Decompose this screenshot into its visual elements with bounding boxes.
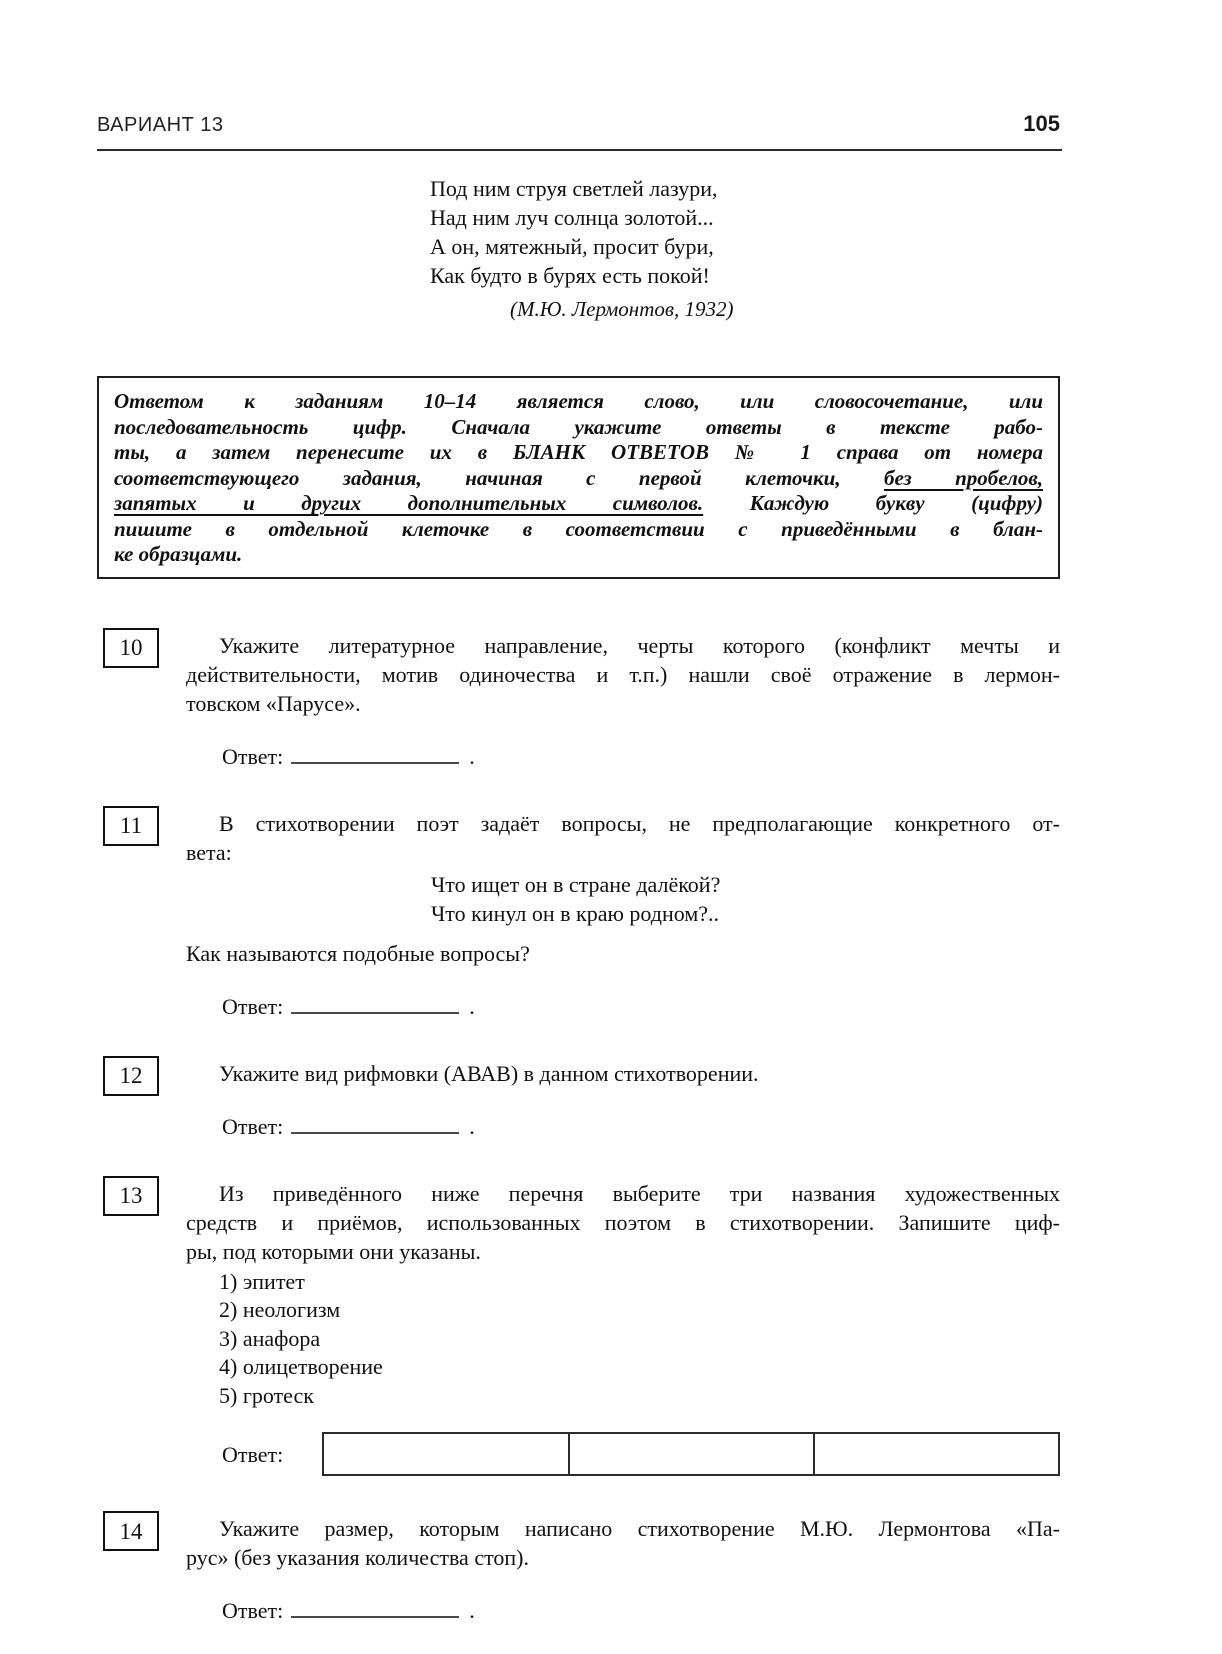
quote-line: Что ищет он в стране далёкой?	[431, 871, 721, 897]
poem-line: Как будто в бурях есть покой!	[430, 263, 710, 288]
rubric-line	[114, 440, 1043, 466]
text-segment: соответствующего задания, начиная с первой клеточки,	[114, 465, 884, 490]
question-13-number-box	[103, 1176, 159, 1216]
text-line: ры, под которыми они указаны.	[186, 1238, 481, 1264]
question-13-answer	[186, 1432, 1060, 1476]
poem-line: А он, мятежный, просит бури,	[430, 234, 714, 259]
answer-label: Ответ:	[222, 1441, 284, 1467]
question-11-answer	[186, 992, 1060, 1021]
question-number: 13	[119, 1183, 143, 1208]
text-line: вета:	[186, 839, 232, 865]
question-13-body	[186, 1179, 1060, 1477]
poem-attribution: (М.Ю. Лермонтов, 1932)	[510, 297, 734, 321]
answer-table	[322, 1432, 1060, 1476]
question-11-body	[186, 809, 1060, 1021]
header-rule	[97, 149, 1062, 151]
answer-blank-line	[291, 1600, 459, 1618]
question-12-text	[186, 1059, 1060, 1088]
underlined-text: запятых и других дополнительных символов.	[114, 491, 704, 515]
question-12-answer	[186, 1112, 1060, 1141]
answer-period: .	[469, 993, 475, 1019]
question-10-number-box	[103, 628, 159, 668]
text-line: Укажите размер, которым написано стихотворение М.Ю. Лермонтова «Па-	[219, 1516, 1060, 1541]
rubric-line	[114, 517, 1043, 543]
option-item: 3) анафора	[219, 1325, 321, 1351]
question-14-body	[186, 1514, 1060, 1625]
poem-line: Над ним луч солнца золотой...	[430, 205, 714, 230]
question-10-answer	[186, 742, 1060, 771]
option-item: 5) гротеск	[219, 1382, 314, 1408]
text-line: рус» (без указания количества стоп).	[186, 1545, 530, 1570]
question-10-body	[186, 631, 1060, 771]
question-11-text	[186, 809, 1060, 867]
answer-cell	[813, 1434, 1058, 1474]
rubric-line	[114, 542, 1043, 568]
question-12-number-box	[103, 1056, 159, 1096]
answer-cell	[568, 1434, 813, 1474]
question-13-options	[186, 1268, 1060, 1411]
text-segment: ке образцами.	[114, 542, 243, 566]
text-segment: Ответом к заданиям 10–14 является слово, или словосочетание, или	[114, 389, 1043, 413]
page-number: 105	[1023, 111, 1060, 136]
answer-blank-line	[291, 996, 459, 1014]
question-10	[103, 631, 1060, 771]
option-item: 2) неологизм	[219, 1297, 341, 1322]
question-number: 11	[119, 813, 143, 838]
answer-cell	[324, 1434, 567, 1474]
question-11-followup: Как называются подобные вопросы?	[186, 940, 530, 966]
text-line: Укажите литературное направление, черты которого (конфликт мечты и	[219, 632, 1060, 658]
text-segment: последовательность цифр. Сначала укажите ответы в тексте рабо-	[114, 414, 1043, 439]
question-13	[103, 1179, 1060, 1477]
answer-label: Ответ:	[222, 1598, 284, 1623]
poem-line: Под ним струя светлей лазури,	[430, 176, 718, 201]
question-number: 12	[119, 1063, 143, 1088]
text-segment: ты, а затем перенесите их в БЛАНК ОТВЕТОВ № 1 справа от номера	[114, 440, 1043, 464]
rubric-line	[114, 389, 1043, 415]
text-segment: пишите в отдельной клеточке в соответствии с приведёнными в блан-	[114, 516, 1043, 541]
quote-line: Что кинул он в краю родном?..	[431, 900, 720, 926]
rubric-line	[114, 466, 1043, 492]
text-line: В стихотворении поэт задаёт вопросы, не предполагающие конкретного от-	[219, 810, 1060, 836]
page-header	[97, 111, 1060, 137]
text-line: товском «Парусе».	[186, 690, 361, 716]
answer-label: Ответ:	[222, 993, 284, 1019]
question-11-number-box	[103, 806, 159, 846]
text-line: Из приведённого ниже перечня выберите три названия художественных	[219, 1180, 1060, 1206]
text-line: Укажите вид рифмовки (АВАВ) в данном стихотворении.	[219, 1060, 759, 1086]
question-number: 10	[119, 635, 143, 660]
question-14-text	[186, 1514, 1060, 1572]
question-13-text	[186, 1179, 1060, 1266]
text-segment: Каждую букву (цифру)	[703, 491, 1043, 515]
question-number: 14	[119, 1518, 143, 1544]
question-11-quote	[431, 870, 1060, 928]
option-item: 4) олицетворение	[219, 1354, 383, 1379]
answer-label: Ответ:	[222, 1113, 284, 1139]
answer-blank-line	[291, 1116, 459, 1134]
question-10-text	[186, 631, 1060, 718]
answer-period: .	[469, 1113, 475, 1139]
underlined-text: без пробелов,	[884, 465, 1043, 490]
answer-label: Ответ:	[222, 743, 284, 769]
answer-period: .	[469, 1598, 475, 1623]
question-12-body	[186, 1059, 1060, 1141]
question-12	[103, 1059, 1060, 1141]
instruction-box	[97, 376, 1060, 579]
variant-label: ВАРИАНТ 13	[97, 114, 224, 136]
page-body	[97, 174, 1060, 1625]
text-line: средств и приёмов, использованных поэтом в стихотворении. Запишите циф-	[186, 1209, 1060, 1235]
rubric-line	[114, 491, 1043, 517]
text-line: действительности, мотив одиночества и т.п.) нашли своё отражение в лермон-	[186, 661, 1060, 687]
rubric-line	[114, 415, 1043, 441]
question-14-number-box	[103, 1511, 159, 1551]
question-14-answer	[186, 1596, 1060, 1625]
answer-period: .	[469, 743, 475, 769]
question-11	[103, 809, 1060, 1021]
option-item: 1) эпитет	[219, 1268, 305, 1294]
answer-blank-line	[291, 746, 459, 764]
poem-excerpt	[430, 174, 1060, 290]
question-14	[103, 1514, 1060, 1625]
